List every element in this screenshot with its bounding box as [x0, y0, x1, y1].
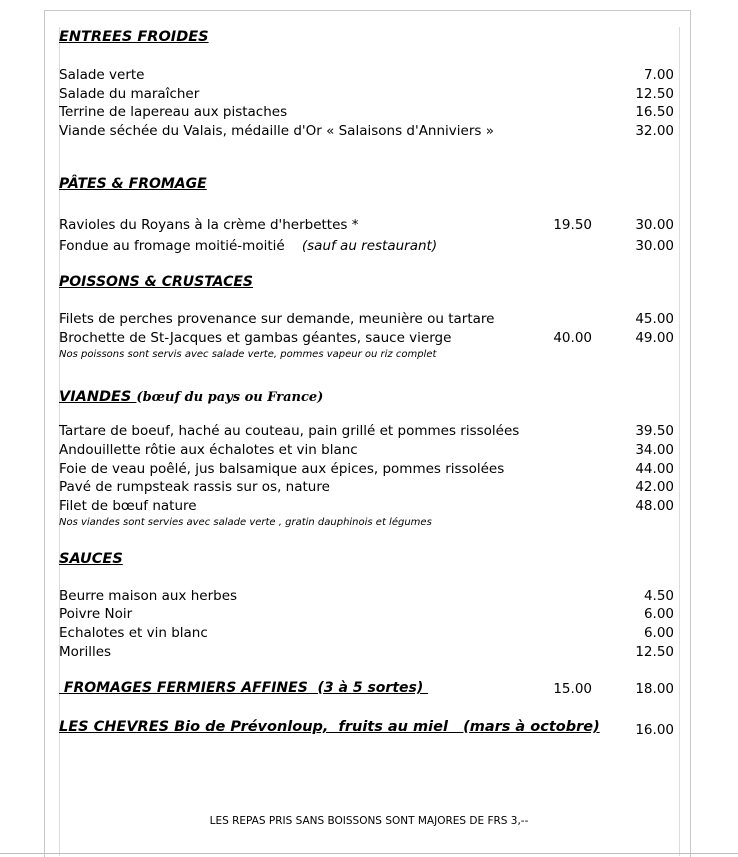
- menu-item-price: 34.00: [635, 442, 674, 458]
- menu-item-price-small: 40.00: [553, 330, 592, 346]
- section-title-poissons: POISSONS & CRUSTACES: [59, 274, 253, 290]
- fromages-price-small: 15.00: [553, 681, 592, 697]
- chevres-price: 16.00: [635, 722, 674, 738]
- menu-item-price: 39.50: [635, 423, 674, 439]
- menu-item-price: 44.00: [635, 461, 674, 477]
- menu-item-name: Brochette de St-Jacques et gambas géantes, sauce vierge: [59, 330, 452, 346]
- menu-item-price: 12.50: [635, 86, 674, 102]
- section-title-viandes: VIANDES: [59, 389, 137, 405]
- menu-item-price: 48.00: [635, 498, 674, 514]
- menu-item-name: Poivre Noir: [59, 606, 133, 622]
- menu-item-name: Beurre maison aux herbes: [59, 588, 238, 604]
- menu-item-price-small: 19.50: [553, 217, 592, 233]
- menu-item-name: Terrine de lapereau aux pistaches: [59, 104, 288, 120]
- footer-note: LES REPAS PRIS SANS BOISSONS SONT MAJORES DE FRS 3,--: [209, 815, 529, 827]
- menu-item-name: Viande séchée du Valais, médaille d'Or « Salaisons d'Anniviers »: [59, 123, 494, 139]
- menu-item-name: Morilles: [59, 644, 112, 660]
- menu-item-name: Filets de perches provenance sur demande, meunière ou tartare: [59, 311, 495, 327]
- menu-item-price: 30.00: [635, 238, 674, 254]
- section-note-poissons: Nos poissons sont servis avec salade verte, pommes vapeur ou riz complet: [59, 349, 437, 360]
- menu-item-price: 4.50: [643, 588, 674, 604]
- menu-item-name: Filet de bœuf nature: [59, 498, 197, 514]
- menu-item-price: 6.00: [643, 625, 674, 641]
- menu-item-price: 6.00: [643, 606, 674, 622]
- menu-item-name: Salade du maraîcher: [59, 86, 200, 102]
- section-title-viandes-row: [59, 386, 323, 405]
- section-title-entrees: ENTREES FROIDES: [59, 29, 209, 45]
- menu-item-name: Pavé de rumpsteak rassis sur os, nature: [59, 479, 330, 495]
- menu-item-name: Tartare de boeuf, haché au couteau, pain grillé et pommes rissolées: [59, 423, 520, 439]
- section-note-viandes: Nos viandes sont servies avec salade verte , gratin dauphinois et légumes: [59, 517, 432, 528]
- menu-item-name: Fondue au fromage moitié-moitié: [59, 238, 285, 254]
- menu-item-price: 45.00: [635, 311, 674, 327]
- menu-item-price: 49.00: [635, 330, 674, 346]
- section-title-fromages: FROMAGES FERMIERS AFFINES (3 à 5 sortes): [59, 680, 429, 696]
- page-bottom-border: [0, 853, 738, 854]
- menu-item-name: Echalotes et vin blanc: [59, 625, 208, 641]
- menu-item-name: Foie de veau poêlé, jus balsamique aux épices, pommes rissolées: [59, 461, 505, 477]
- menu-item-aside: (sauf au restaurant): [301, 238, 438, 254]
- menu-item-name-row: [59, 238, 437, 254]
- section-title-chevres: LES CHEVRES Bio de Prévonloup, fruits au miel (mars à octobre): [59, 719, 600, 735]
- fromages-price: 18.00: [635, 681, 674, 697]
- section-subtitle-viandes: (bœuf du pays ou France): [136, 390, 324, 405]
- menu-item-price: 12.50: [635, 644, 674, 660]
- menu-item-price: 32.00: [635, 123, 674, 139]
- menu-item-price: 42.00: [635, 479, 674, 495]
- menu-item-price: 16.50: [635, 104, 674, 120]
- menu-item-name: Andouillette rôtie aux échalotes et vin blanc: [59, 442, 358, 458]
- menu-item-name: Salade verte: [59, 67, 145, 83]
- menu-item-price: 30.00: [635, 217, 674, 233]
- section-title-sauces: SAUCES: [59, 551, 123, 567]
- menu-item-price: 7.00: [643, 67, 674, 83]
- menu-item-name: Ravioles du Royans à la crème d'herbettes *: [59, 217, 359, 233]
- section-title-pates: PÂTES & FROMAGE: [59, 176, 207, 192]
